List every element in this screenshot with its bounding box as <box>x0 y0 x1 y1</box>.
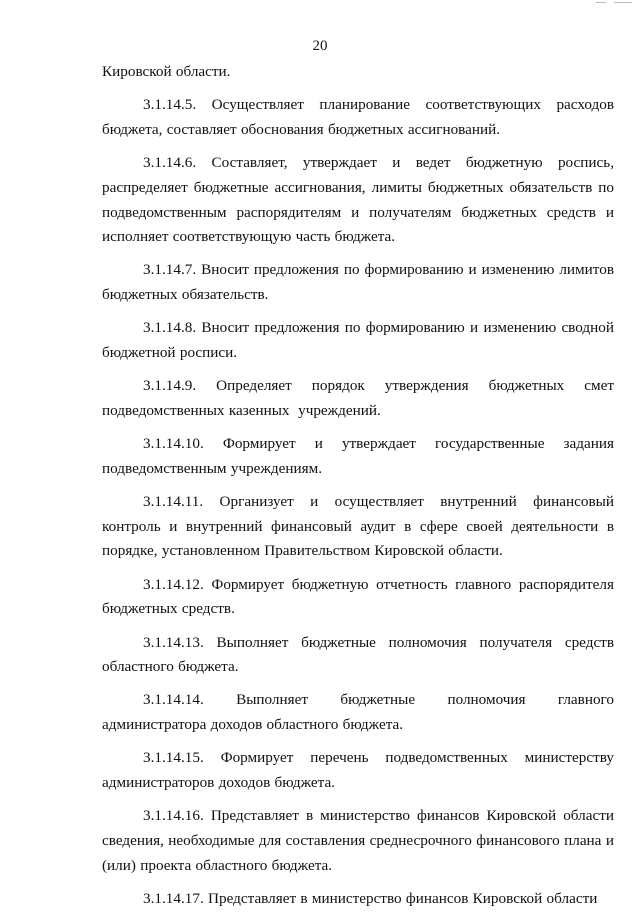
paragraph-3-1-14-8: 3.1.14.8. Вносит предложения по формированию и изменению сводной бюджетной росписи. <box>102 319 619 362</box>
paragraph-3-1-14-10: 3.1.14.10. Формирует и утверждает государственные задания подведомственным учреждениям. <box>102 435 619 477</box>
paragraph-3-1-14-5: 3.1.14.5. Осуществляет планирование соответствующих расходов бюджета, составляет обоснования бюджетных ассигнований. <box>102 96 619 138</box>
paragraph-3-1-14-16: 3.1.14.16. Представляет в министерство финансов Кировской области сведения, необходимые для составления среднесрочного финансового плана и (или) проекта областного бюджета. <box>102 807 619 874</box>
paragraph-3-1-14-9: 3.1.14.9. Определяет порядок утверждения бюджетных смет подведомственных казенных учреждений. <box>102 377 619 419</box>
paragraph-continuation: Кировской области. <box>102 63 231 80</box>
page-number: 20 <box>312 38 328 54</box>
paragraph-3-1-14-13: 3.1.14.13. Выполняет бюджетные полномочия получателя средств областного бюджета. <box>102 633 619 676</box>
paragraph-3-1-14-15: 3.1.14.15. Формирует перечень подведомственных министерству администраторов доходов бюджета. <box>102 749 619 792</box>
paragraph-3-1-14-14: 3.1.14.14. Выполняет бюджетные полномочия главного администратора доходов областного бюджета. <box>102 691 619 734</box>
scan-corner-mark <box>592 0 640 6</box>
paragraph-3-1-14-17: 3.1.14.17. Представляет в министерство финансов Кировской области <box>143 889 598 907</box>
paragraph-3-1-14-11: 3.1.14.11. Организует и осуществляет внутренний финансовый контроль и внутренний финансовый аудит в сфере своей деятельности в порядке, установленном Правительством Кировской области. <box>102 493 619 560</box>
paragraph-3-1-14-12: 3.1.14.12. Формирует бюджетную отчетность главного распорядителя бюджетных средств. <box>102 575 619 618</box>
paragraph-3-1-14-7: 3.1.14.7. Вносит предложения по формированию и изменению лимитов бюджетных обязательств. <box>102 261 619 304</box>
paragraph-3-1-14-6: 3.1.14.6. Составляет, утверждает и ведет бюджетную роспись, распределяет бюджетные ассигнования, лимиты бюджетных обязательств по подведомственным распорядителям и получателям бюджетных средств и исполняет соответствующую часть бюджета. <box>102 154 619 246</box>
document-body <box>102 60 619 920</box>
